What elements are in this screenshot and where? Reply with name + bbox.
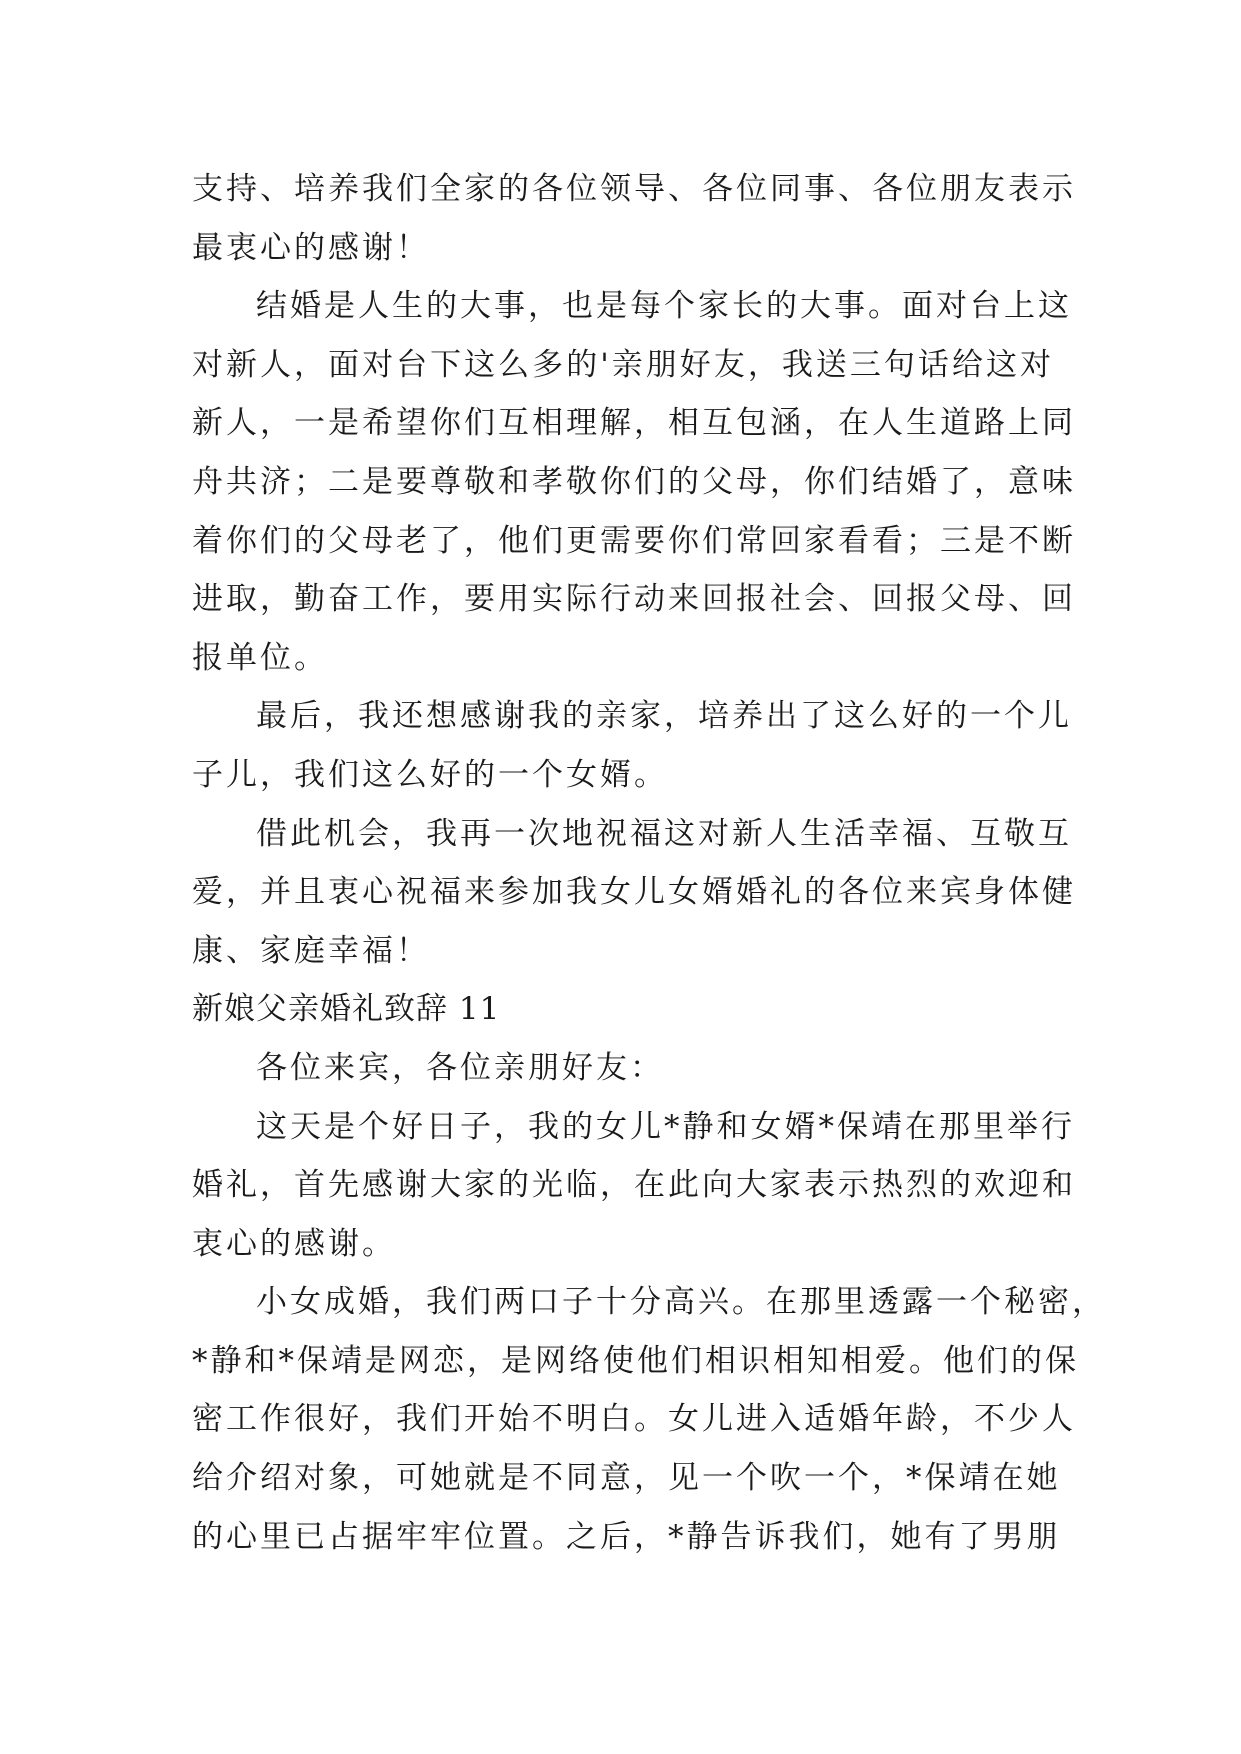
- text-line: 最后，我还想感谢我的亲家，培养出了这么好的一个儿: [256, 698, 1072, 735]
- text-line: 舟共济；二是要尊敬和孝敬你们的父母，你们结婚了，意味: [192, 463, 1076, 500]
- text-line: *静和*保靖是网恋，是网络使他们相识相知相爱。他们的保: [192, 1342, 1079, 1379]
- text-line: 这天是个好日子，我的女儿*静和女婿*保靖在那里举行: [256, 1108, 1075, 1145]
- text-line: 密工作很好，我们开始不明白。女儿进入适婚年龄，不少人: [192, 1401, 1076, 1438]
- document-page: [192, 160, 1106, 1566]
- text-line: 结婚是人生的大事，也是每个家长的大事。面对台上这: [256, 288, 1072, 325]
- section-heading: 新娘父亲婚礼致辞 11: [192, 991, 501, 1028]
- text-line: 婚礼，首先感谢大家的光临，在此向大家表示热烈的欢迎和: [192, 1167, 1076, 1204]
- text-line: 对新人，面对台下这么多的'亲朋好友，我送三句话给这对: [192, 346, 1054, 383]
- text-line: 小女成婚，我们两口子十分高兴。在那里透露一个秘密，: [256, 1284, 1106, 1321]
- text-line: 各位来宾，各位亲朋好友：: [256, 1049, 664, 1086]
- text-line: 衷心的感谢。: [192, 1225, 396, 1262]
- text-line: 康、家庭幸福！: [192, 932, 430, 969]
- text-line: 爱，并且衷心祝福来参加我女儿女婿婚礼的各位来宾身体健: [192, 874, 1076, 911]
- text-line: 子儿，我们这么好的一个女婿。: [192, 756, 668, 793]
- text-line: 借此机会，我再一次地祝福这对新人生活幸福、互敬互: [256, 815, 1072, 852]
- text-line: 报单位。: [192, 639, 328, 676]
- text-line: 的心里已占据牢牢位置。之后，*静告诉我们，她有了男朋: [192, 1518, 1061, 1555]
- text-line: 新人，一是希望你们互相理解，相互包涵，在人生道路上同: [192, 405, 1076, 442]
- text-line: 支持、培养我们全家的各位领导、各位同事、各位朋友表示: [192, 171, 1076, 207]
- text-line: 进取，勤奋工作，要用实际行动来回报社会、回报父母、回: [192, 581, 1076, 618]
- text-line: 给介绍对象，可她就是不同意，见一个吹一个，*保靖在她: [192, 1460, 1061, 1497]
- text-line: 着你们的父母老了，他们更需要你们常回家看看；三是不断: [192, 522, 1076, 559]
- text-line: 最衷心的感谢！: [192, 229, 430, 266]
